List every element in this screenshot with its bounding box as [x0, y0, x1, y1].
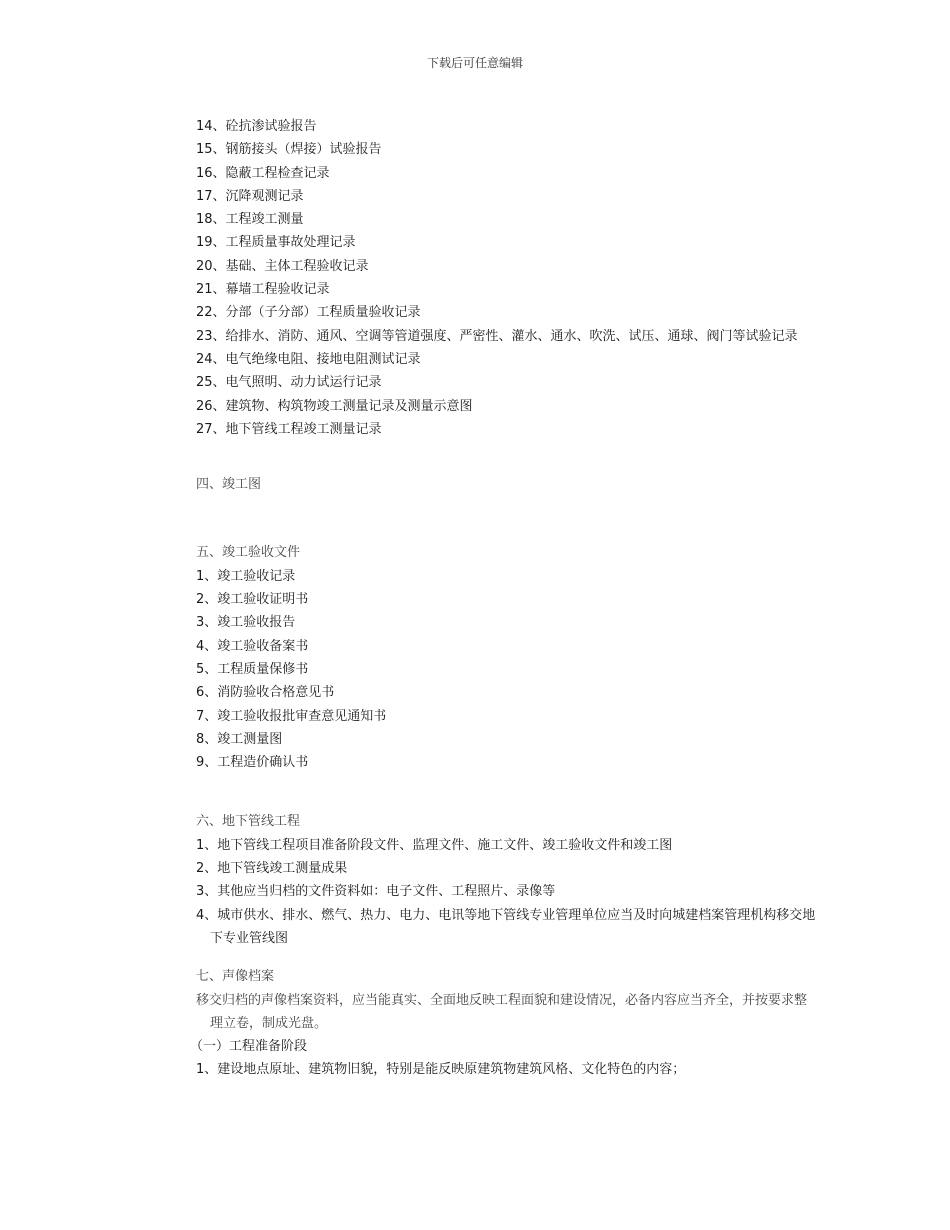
list-item: 4、竣工验收备案书: [196, 638, 309, 654]
list-item: 5、工程质量保修书: [196, 661, 309, 677]
list-item: 15、钢筋接头（焊接）试验报告: [196, 142, 382, 158]
spacer: [196, 774, 818, 810]
section5-list: [196, 565, 818, 775]
section7-paragraph: 移交归档的声像档案资料，应当能真实、全面地反映工程面貌和建设情况，必备内容应当齐全，并按要求整理立卷，制成光盘。: [196, 992, 808, 1031]
list-item: 3、竣工验收报告: [196, 615, 296, 631]
list-item: 16、隐蔽工程检查记录: [196, 165, 330, 181]
section5-heading: 五、竣工验收文件: [196, 545, 301, 561]
page-header: 下载后可任意编辑: [426, 56, 523, 70]
list-item: 24、电气绝缘电阻、接地电阻测试记录: [196, 351, 421, 367]
list-item: 7、竣工验收报批审查意见通知书: [196, 708, 387, 724]
list-item: 27、地下管线工程竣工测量记录: [196, 421, 382, 437]
list-item: 9、工程造价确认书: [196, 755, 309, 771]
section4-heading: 四、竣工图: [196, 477, 262, 493]
list-item: 25、电气照明、动力试运行记录: [196, 375, 382, 391]
spacer: [196, 950, 818, 965]
section3-list: [196, 115, 818, 441]
list-item: 4、城市供水、排水、燃气、热力、电力、电讯等地下管线专业管理单位应当及时向城建档案管理机构移交地下专业管线图: [196, 907, 816, 946]
list-item: 1、建设地点原址、建筑物旧貌，特别是能反映原建筑物建筑风格、文化特色的内容；: [196, 1062, 686, 1078]
list-item: 19、工程质量事故处理记录: [196, 235, 356, 251]
list-item: 18、工程竣工测量: [196, 212, 304, 228]
list-item: 22、分部（子分部）工程质量验收记录: [196, 305, 421, 321]
list-item: 17、沉降观测记录: [196, 188, 304, 204]
section7-subheading: （一）工程准备阶段: [190, 1039, 308, 1055]
list-item: 23、给排水、消防、通风、空调等管道强度、严密性、灌水、通水、吹洗、试压、通球、阀门等试验记录: [196, 328, 798, 344]
list-item: 1、地下管线工程项目准备阶段文件、监理文件、施工文件、竣工验收文件和竣工图: [196, 837, 673, 853]
spacer: [196, 441, 818, 473]
document-body: [190, 115, 818, 1082]
list-item: 1、竣工验收记录: [196, 568, 296, 584]
list-item: 2、地下管线竣工测量成果: [196, 861, 348, 877]
list-item: 2、竣工验收证明书: [196, 592, 309, 608]
section6-heading: 六、地下管线工程: [196, 814, 301, 830]
list-item: 20、基础、主体工程验收记录: [196, 258, 369, 274]
section7-heading: 七、声像档案: [196, 969, 275, 985]
list-item: 14、砼抗渗试验报告: [196, 119, 317, 134]
list-item: 3、其他应当归档的文件资料如：电子文件、工程照片、录像等: [196, 884, 556, 900]
list-item: 8、竣工测量图: [196, 731, 283, 747]
list-item: 21、幕墙工程验收记录: [196, 282, 330, 298]
list-item: 26、建筑物、构筑物竣工测量记录及测量示意图: [196, 398, 473, 414]
list-item: 6、消防验收合格意见书: [196, 685, 335, 701]
spacer: [196, 496, 818, 541]
section6-list: [196, 834, 818, 950]
